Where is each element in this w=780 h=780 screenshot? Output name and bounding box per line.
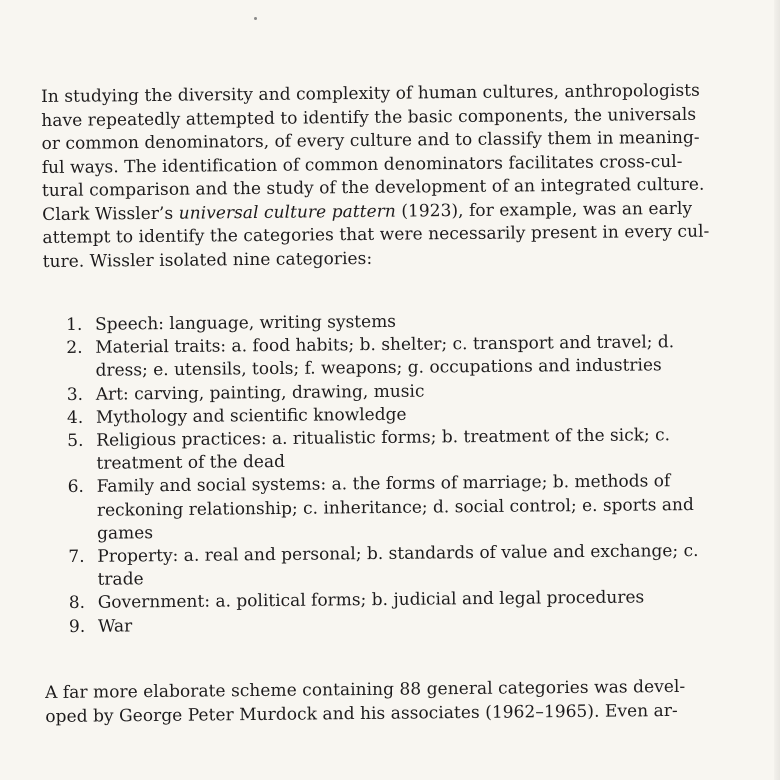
closing-paragraph <box>45 676 686 729</box>
text-line: or common denominators, of every culture and to classify them in meaning- <box>41 127 700 154</box>
list-item-text <box>95 331 674 383</box>
list-item-line: Family and social systems: a. the forms of marriage; b. methods of <box>96 471 671 498</box>
list-item-text <box>96 424 670 476</box>
list-item-text <box>97 470 695 545</box>
list-item <box>68 540 699 592</box>
list-number: 1. <box>66 314 83 335</box>
text-line: ture. Wissler isolated nine categories: <box>42 248 373 272</box>
list-item-text <box>97 540 699 592</box>
list-item-line: Government: a. political forms; b. judicial and legal procedures <box>97 587 645 614</box>
list-item-line: reckoning relationship; c. inheritance; d. social control; e. sports and <box>96 494 694 521</box>
list-number: 6. <box>67 477 84 498</box>
list-item-text <box>96 404 407 430</box>
list-item-line: Material traits: a. food habits; b. shelter; c. transport and travel; d. <box>95 332 675 358</box>
list-number: 7. <box>68 546 85 567</box>
list-item-line: Speech: language, writing systems <box>95 311 397 335</box>
text-line: ful ways. The identification of common denominators facilitates cross-cul- <box>41 151 683 178</box>
list-item-line: Mythology and scientific knowledge <box>95 404 407 428</box>
list-item <box>68 470 699 546</box>
text-segment: (1923), for example, was an early <box>395 198 693 222</box>
intro-paragraph <box>41 80 710 274</box>
text-line: have repeatedly attempted to identify the basic components, the universals <box>41 104 697 131</box>
italic-term: universal culture pattern <box>178 201 396 224</box>
list-number: 8. <box>68 593 86 614</box>
list-item-line: games <box>97 522 154 544</box>
list-number: 9. <box>68 616 86 637</box>
text-line: oped by George Peter Murdock and his associates (1962–1965). Even ar- <box>45 700 678 727</box>
page-edge-shadow <box>774 0 780 780</box>
list-item-line: War <box>97 615 133 637</box>
list-item-line: Religious practices: a. ritualistic forms; b. treatment of the sick; c. <box>96 425 671 451</box>
list-item <box>66 331 697 383</box>
scan-speck <box>254 17 257 20</box>
text-line: A far more elaborate scheme containing 88 general categories was devel- <box>45 676 686 703</box>
list-item-text <box>95 311 396 337</box>
list-item-text <box>98 615 132 639</box>
text-segment: Clark Wissler’s <box>42 203 179 225</box>
text-line: attempt to identify the categories that were necessarily present in every cul- <box>42 221 710 248</box>
list-number: 3. <box>66 384 84 405</box>
categories-list <box>66 308 699 639</box>
list-item <box>67 424 698 476</box>
list-item-line: Art: carving, painting, drawing, music <box>95 381 425 405</box>
text-line: In studying the diversity and complexity of human cultures, anthropologists <box>41 80 700 107</box>
text-line: tural comparison and the study of the development of an integrated culture. <box>41 174 705 201</box>
list-item-line: Property: a. real and personal; b. standards of value and exchange; c. <box>97 540 699 567</box>
list-number: 2. <box>66 338 83 359</box>
list-number: 4. <box>66 407 84 428</box>
list-item-line: treatment of the dead <box>96 452 286 474</box>
list-item-line: dress; e. utensils, tools; f. weapons; g. occupations and industries <box>95 355 662 382</box>
list-item-line: trade <box>97 569 144 590</box>
list-number: 5. <box>67 430 84 451</box>
list-item-text <box>96 380 425 406</box>
